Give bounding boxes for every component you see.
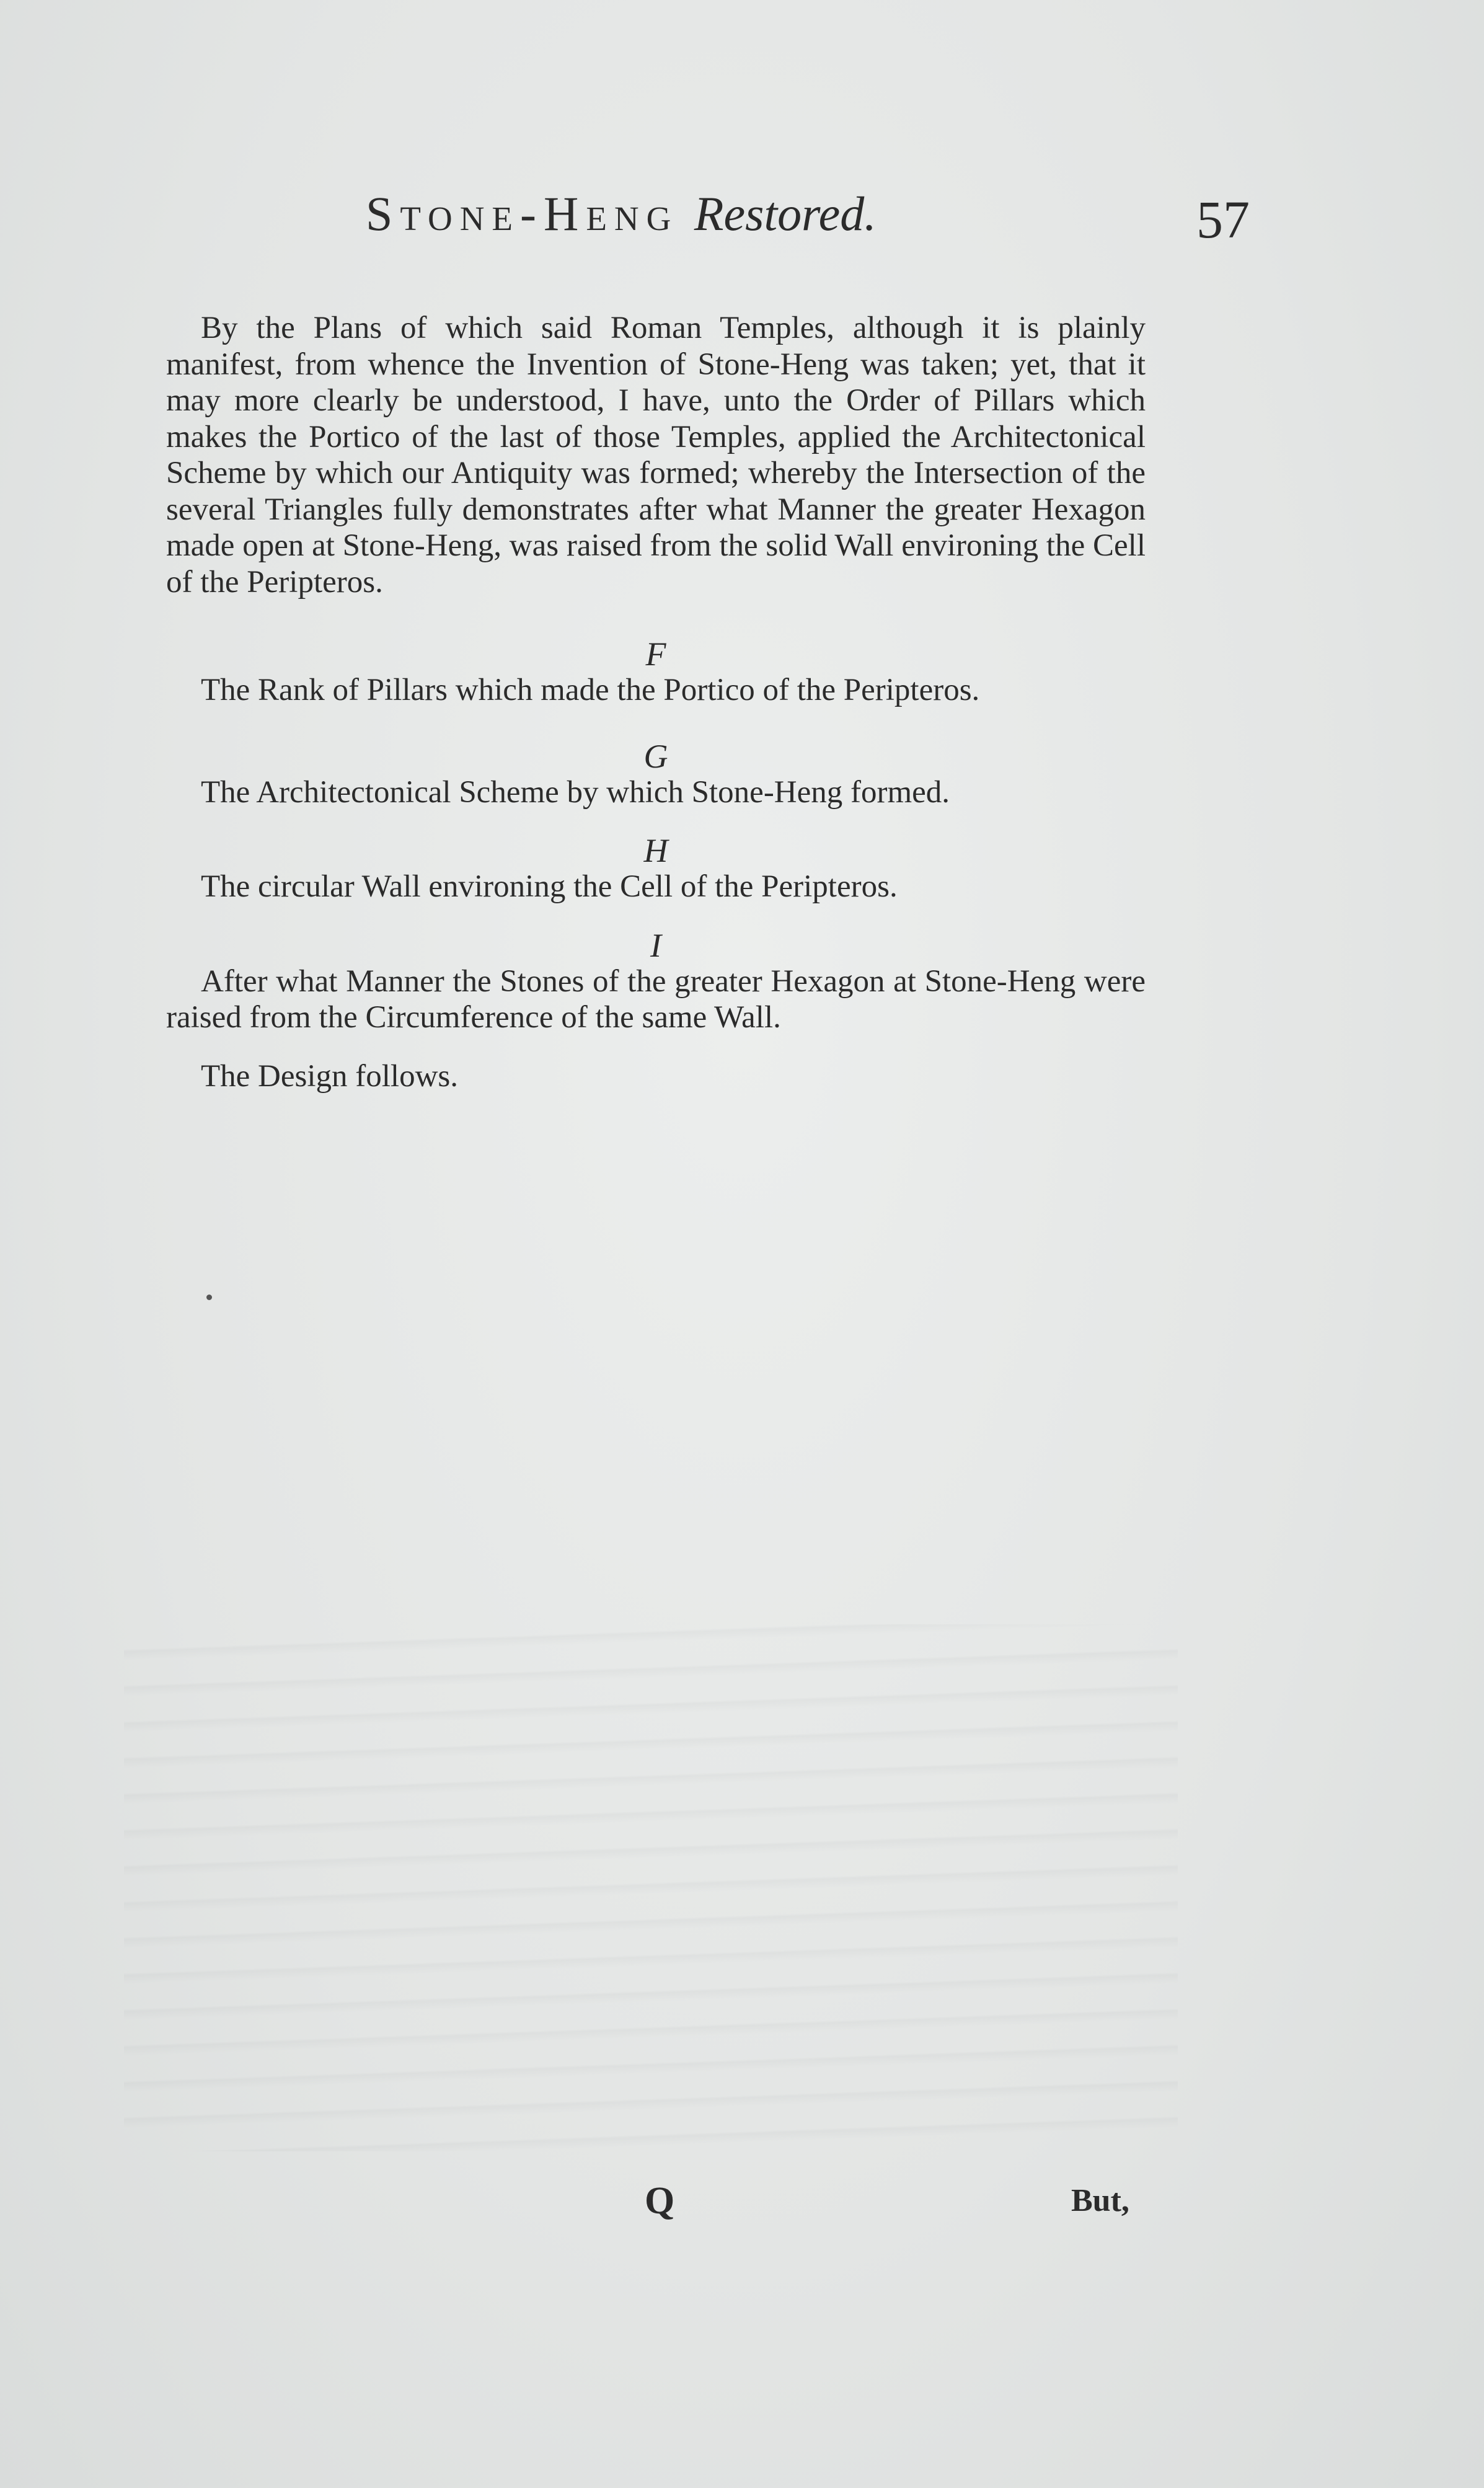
catchword: But, [1071,2183,1129,2218]
show-through-texture [124,1624,1178,2151]
body-text [166,310,1146,1094]
legend-item-f: The Rank of Pillars which made the Portico of the Peripteros. [201,673,980,707]
closing-line: The Design follows. [201,1058,459,1094]
ink-speck [206,1295,212,1300]
running-title-caps: Stone-Heng [366,187,679,241]
paragraph-intro [166,310,1146,600]
running-header [366,186,1265,254]
legend-letter-i: I [650,926,661,964]
legend-letter-f: F [645,635,666,673]
legend-item-h: The circular Wall environing the Cell of the Peripteros. [201,869,898,904]
legend-letter-g: G [643,737,668,775]
signature-mark: Q [645,2180,675,2222]
running-title [366,186,877,242]
legend-letter-h: H [643,832,668,869]
page-number: 57 [1196,190,1250,249]
legend-item-g: The Architectonical Scheme by which Stone-Heng formed. [201,774,950,810]
legend-item-i: After what Manner the Stones of the greater Hexagon at Stone-Heng were raised from the Circumference of the same Wall. [166,963,1146,1035]
paragraph-intro-text: By the Plans of which said Roman Temples, although it is plainly manifest, from whence the Invention of Stone-Heng was taken; yet, that it may more clearly be understood, I have, unto the Order of Pillars which makes the Portico of the last of those Temples, applied the Architectonical Scheme by which our Antiquity was formed; whereby the Intersection of the several Triangles fully demonstrates after what Manner the greater Hexagon made open at Stone-Heng, was raised from the solid Wall environing the Cell of the Peripteros. [166,311,1146,600]
running-title-italic: Restored. [694,187,877,241]
